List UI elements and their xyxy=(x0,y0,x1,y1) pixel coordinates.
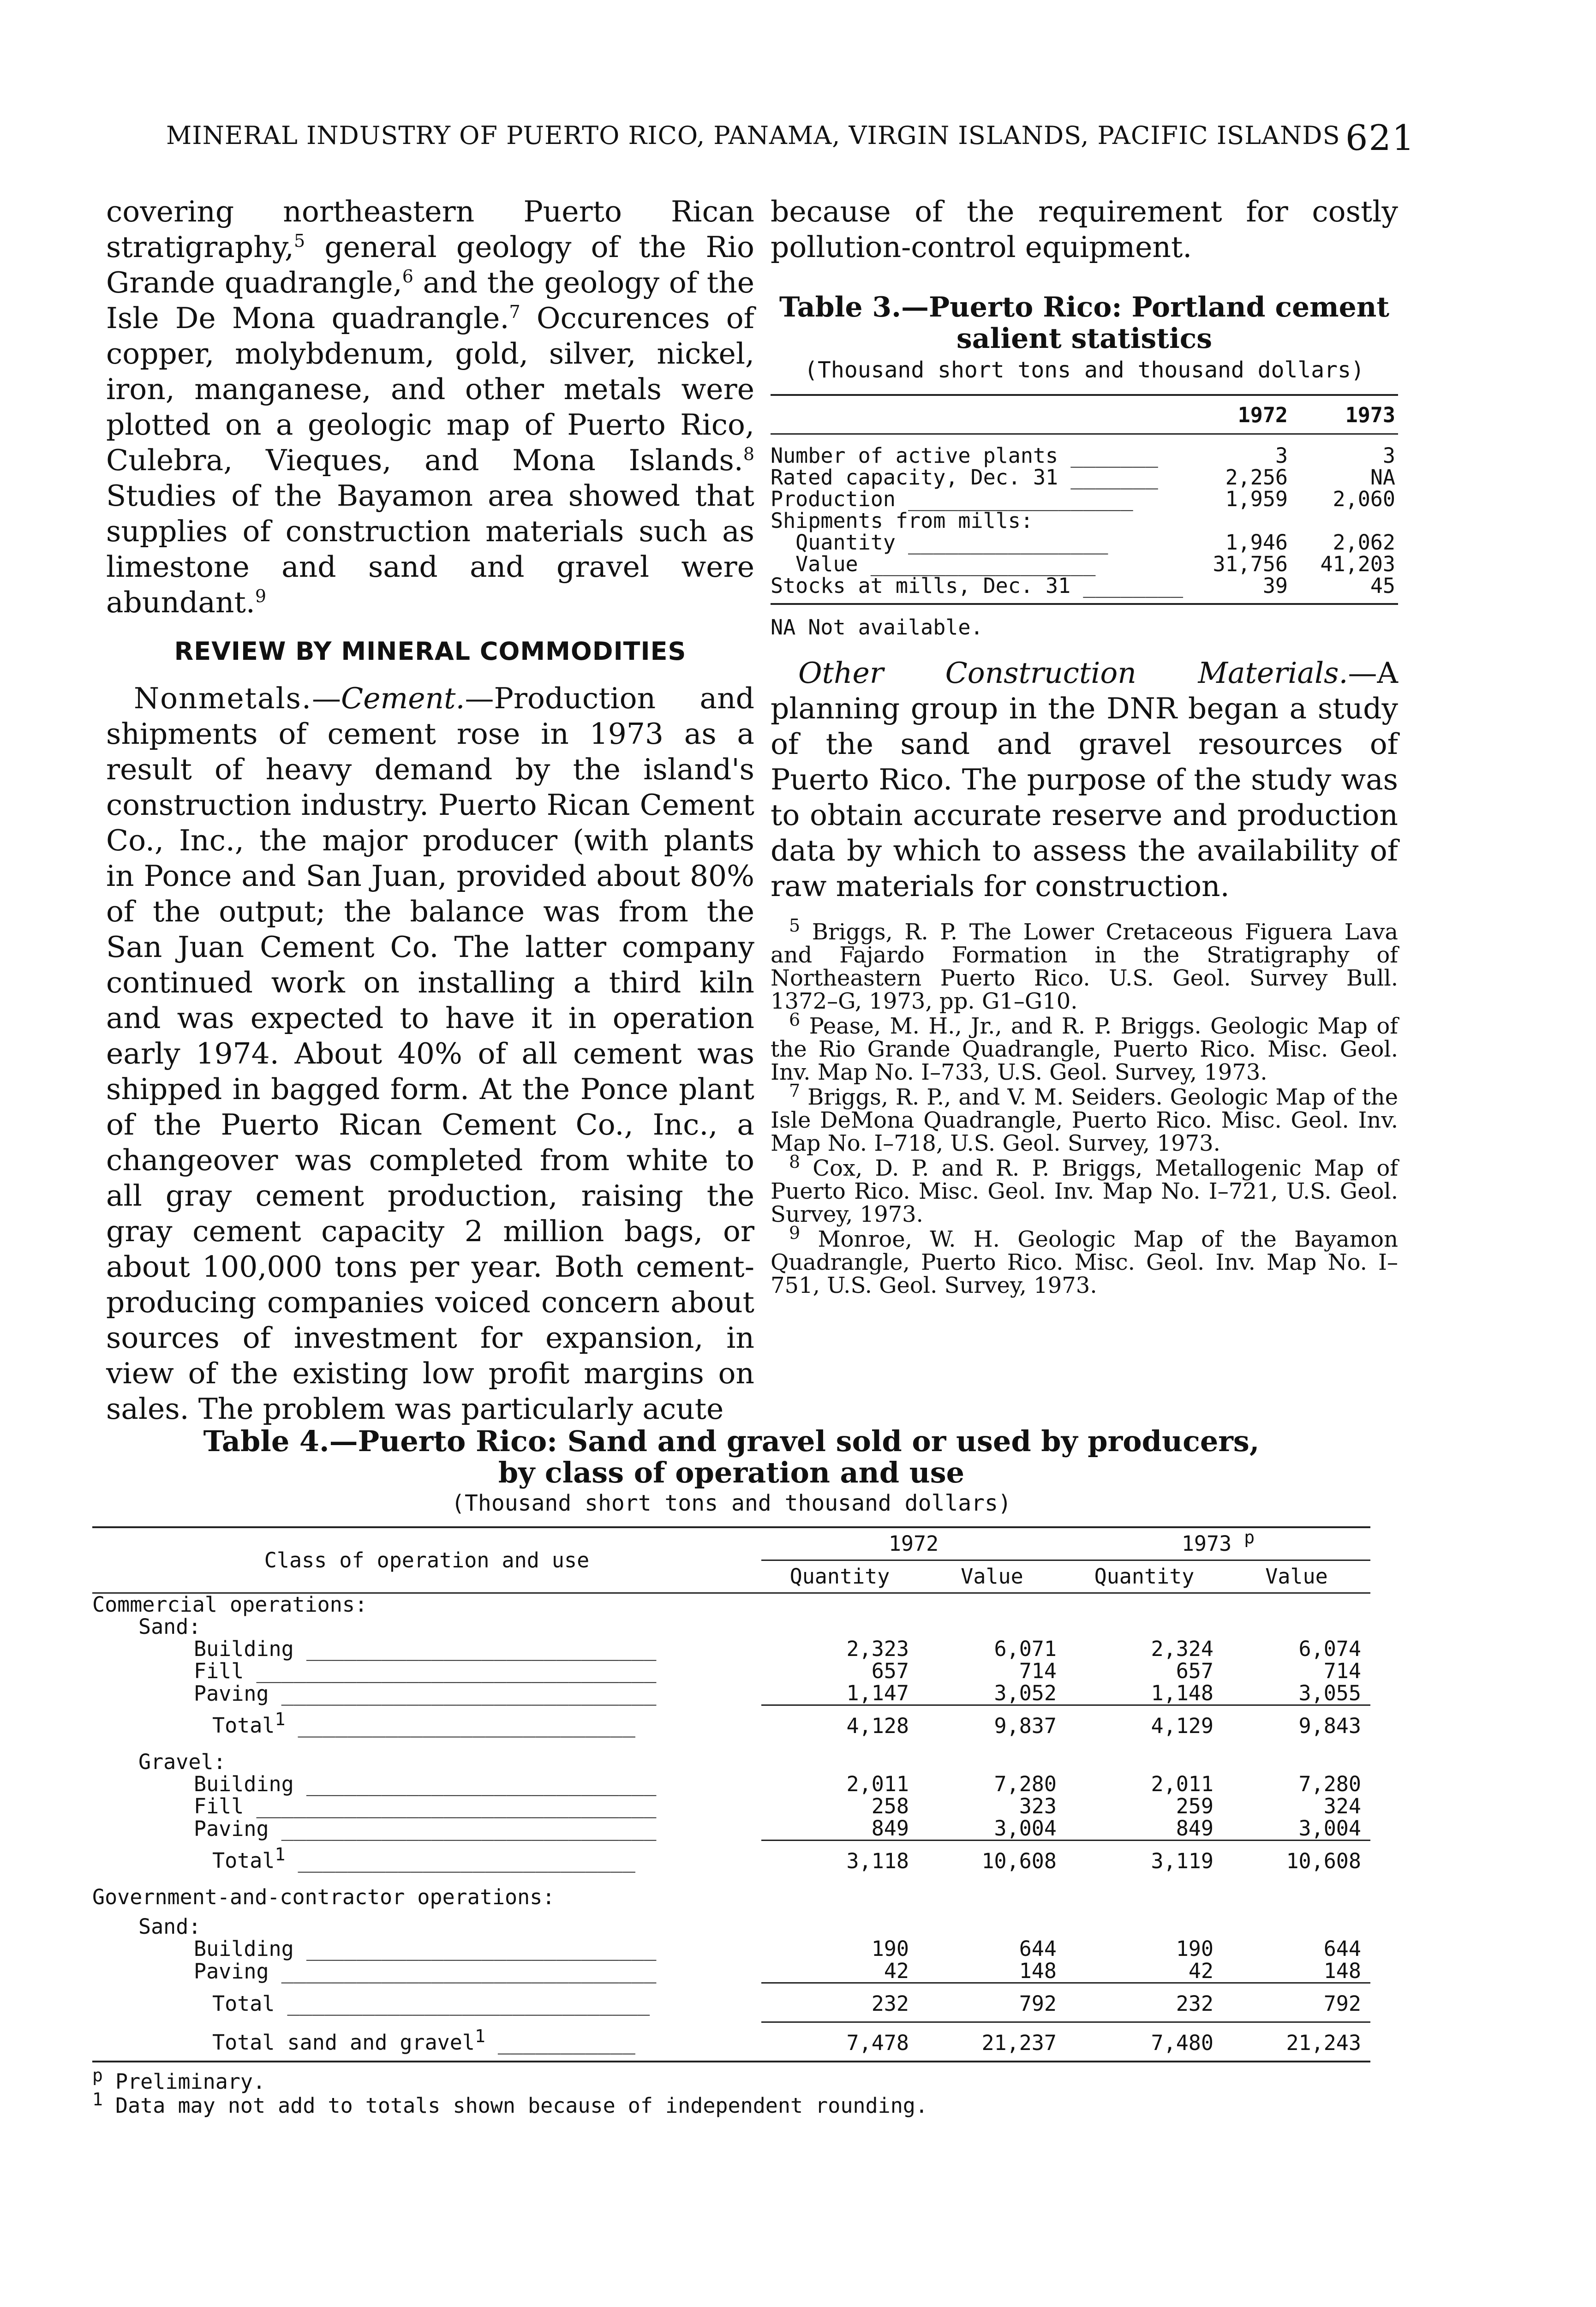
row-label: Quantity xyxy=(771,530,896,555)
value-v73: 324 xyxy=(1323,1794,1361,1818)
text-run: —A planning group in the DNR began a study of the sand and gravel resources of Puerto Rico. The purpose of the study was to obtain accurate reserve and production data by which to assess the availability of raw materials for construction. xyxy=(771,656,1398,903)
row-label: Sand: xyxy=(138,1914,201,1939)
footnote-text: Monroe, W. H. Geologic Map of the Bayamon Quadrangle, Puerto Rico. Misc. Geol. Inv. Map No. I–751, U.S. Geol. Survey, 1973. xyxy=(771,1226,1398,1298)
leader-dots: ___________________________ xyxy=(285,1713,635,1738)
italic-subheading: Cement. xyxy=(341,681,465,715)
value-1973: 3 xyxy=(1382,443,1395,468)
paragraph-other-materials xyxy=(771,655,1398,904)
row-label-cell xyxy=(92,1879,761,1908)
value-q72 xyxy=(761,1908,918,1938)
leader-dots: ________________________________ xyxy=(244,1659,657,1683)
footnote-mark: 7 xyxy=(789,1081,801,1101)
left-column xyxy=(106,194,754,1427)
note-rounding xyxy=(92,2089,1370,2118)
table-row xyxy=(92,1682,1370,1705)
row-label: Stocks at mills, Dec. 31 xyxy=(771,574,1071,598)
leader-dots: ______________________________ xyxy=(269,1816,657,1841)
note-text: Preliminary. xyxy=(102,2069,266,2094)
value-v72: 10,608 xyxy=(918,1841,1066,1879)
row-label-cell xyxy=(92,1660,761,1682)
value-q72: 3,118 xyxy=(761,1841,918,1879)
table-row xyxy=(771,553,1398,575)
footnote-mark: 6 xyxy=(789,1010,801,1030)
footnote-mark: 5 xyxy=(789,915,801,936)
value-v73: 6,074 xyxy=(1298,1637,1361,1661)
row-label-cell xyxy=(771,510,1183,532)
footnote-ref: 6 xyxy=(402,266,413,287)
table-row xyxy=(92,1773,1370,1795)
value-q73: 190 xyxy=(1176,1936,1213,1961)
footnote-mark: 9 xyxy=(789,1223,801,1243)
leader-dots: ______________________________ xyxy=(269,1681,657,1706)
text-run: covering northeastern Puerto Rican stratigraphy, xyxy=(106,195,754,264)
row-label-cell xyxy=(92,1960,761,1983)
row-label-cell xyxy=(92,1841,761,1879)
leader-dots: ___________________________ xyxy=(285,1848,635,1873)
footnote-ref: 9 xyxy=(255,586,267,606)
text-run: general geology of the Rio Grande quadrangle, xyxy=(106,230,754,299)
table-row xyxy=(92,1660,1370,1682)
leader-dots: __________________ xyxy=(895,487,1133,511)
footnote xyxy=(771,1152,1398,1227)
text-run: Studies of the Bayamon area showed that supplies of construction materials such as limestone and sand and gravel were abundant. xyxy=(106,479,754,619)
table-row xyxy=(92,1593,1370,1616)
title-line: Table 3.—Puerto Rico: Portland cement xyxy=(779,291,1390,323)
value-q73: 4,129 xyxy=(1066,1705,1223,1744)
table3 xyxy=(771,394,1398,605)
table-row xyxy=(92,1638,1370,1660)
value-v72: 3,004 xyxy=(994,1816,1057,1841)
row-label-cell xyxy=(771,532,1183,553)
table-row xyxy=(92,1879,1370,1908)
leader-dots: _____________________________ xyxy=(275,1991,650,2016)
value-v73 xyxy=(1223,1593,1370,1616)
value-q73: 259 xyxy=(1176,1794,1213,1818)
section-heading: REVIEW BY MINERAL COMMODITIES xyxy=(174,637,687,666)
value-q73: 2,011 xyxy=(1151,1772,1213,1796)
table-row xyxy=(771,466,1398,488)
title-line: salient statistics xyxy=(956,323,1213,355)
text-run: —Production and shipments of cement rose in 1973 as a result of heavy demand by the island's construction industry. Puerto Rican Cement Co., Inc., the major producer (with plants in Ponce and San Juan, provided about 80% of the output; the balance was from the San Juan Cement Co. The latter company continued work on installing a third kiln and was expected to have it in operation early 1974. About 40% of all cement was shipped in bagged form. At the Ponce plant of the Puerto Rican Cement Co., Inc., a changeover was completed from white to all gray cement production, raising the gray cement capacity 2 million bags, or about 100,000 tons per year. Both cement-producing companies voiced concern about sources of investment for expansion, in view of the existing low profit margins on sales. The problem was particularly acute xyxy=(106,681,754,1426)
value-v72: 148 xyxy=(1019,1959,1057,1983)
footnote-text: Cox, D. P. and R. P. Briggs, Metallogenic Map of Puerto Rico. Misc. Geol. Inv. Map No. I–721, U.S. Geol. Survey, 1973. xyxy=(771,1155,1398,1227)
footnote-mark: 1 xyxy=(474,2026,485,2047)
value-v72 xyxy=(918,1744,1066,1773)
leader-dots: ________ xyxy=(1070,574,1184,598)
table-row xyxy=(92,1841,1370,1879)
footnote-mark: 1 xyxy=(275,1844,286,1865)
value-q72: 232 xyxy=(761,1983,918,2022)
value-v73: 21,243 xyxy=(1223,2022,1370,2062)
year-label: 1973 xyxy=(1181,1531,1232,1556)
note-preliminary xyxy=(92,2065,1370,2094)
value-v72 xyxy=(918,1593,1066,1616)
value-q72: 42 xyxy=(884,1959,909,1983)
row-label-cell xyxy=(92,1773,761,1795)
value-q73 xyxy=(1066,1908,1223,1938)
leader-dots: __________________ xyxy=(858,552,1096,576)
row-label: Paving xyxy=(194,1681,269,1706)
row-label: Value xyxy=(771,552,858,576)
header-cell xyxy=(771,395,1183,434)
value-v72: 3,052 xyxy=(994,1681,1057,1705)
row-label: Building xyxy=(194,1936,294,1961)
value-1972: 39 xyxy=(1262,574,1288,598)
value-q73 xyxy=(1066,1879,1223,1908)
header-cell: Value xyxy=(1223,1560,1370,1593)
value-1972: 1,946 xyxy=(1225,530,1288,555)
value-q72: 2,011 xyxy=(846,1772,909,1796)
value-v73 xyxy=(1223,1616,1370,1638)
title-line: by class of operation and use xyxy=(498,1456,965,1489)
italic-subheading: Other Construction Materials. xyxy=(798,656,1348,690)
value-q72: 1,147 xyxy=(846,1681,909,1705)
value-1972 xyxy=(1183,510,1291,532)
table-row xyxy=(92,2022,1370,2062)
text-run: Occurences of copper, molybdenum, gold, silver, nickel, iron, manganese, and other metals were plotted on a geologic map of Puerto Rico, Culebra, Vieques, and Mona Islands. xyxy=(106,301,755,477)
table-row xyxy=(771,510,1398,532)
value-v72 xyxy=(918,1908,1066,1938)
table-row xyxy=(92,1938,1370,1960)
value-1973: 2,062 xyxy=(1333,530,1395,555)
row-label-cell xyxy=(92,1593,761,1616)
leader-dots: ______________________________ xyxy=(269,1959,657,1984)
row-label: Building xyxy=(194,1772,294,1796)
value-q73: 849 xyxy=(1176,1816,1213,1841)
footnote-text: Pease, M. H., Jr., and R. P. Briggs. Geologic Map of the Rio Grande Quadrangle, Puerto Rico. Misc. Geol. Inv. Map No. I–733, U.S. Geol. Survey, 1973. xyxy=(771,1013,1398,1085)
row-label-cell xyxy=(92,1638,761,1660)
table3-note: NA Not available. xyxy=(771,615,983,640)
row-label: Number of active plants xyxy=(771,443,1058,468)
value-v72: 7,280 xyxy=(994,1772,1057,1796)
row-label-cell xyxy=(771,466,1183,488)
leader-dots: ________________ xyxy=(895,530,1108,555)
row-label: Total xyxy=(212,1991,275,2016)
row-label: Paving xyxy=(194,1816,269,1841)
header-cell: Value xyxy=(918,1560,1066,1593)
value-q72: 2,323 xyxy=(846,1637,909,1661)
value-1973 xyxy=(1291,510,1398,532)
table-row xyxy=(92,1705,1370,1744)
paragraph-continued: because of the requirement for costly pollution-control equipment. xyxy=(771,195,1398,264)
row-label: Fill xyxy=(194,1794,244,1818)
row-label-cell xyxy=(92,2022,761,2062)
value-v72: 9,837 xyxy=(918,1705,1066,1744)
leader-dots: _______ xyxy=(1058,443,1158,468)
table-row xyxy=(92,1744,1370,1773)
row-label: Fill xyxy=(194,1659,244,1683)
value-q73: 2,324 xyxy=(1151,1637,1213,1661)
title-line: Table 4.—Puerto Rico: Sand and gravel sold or used by producers, xyxy=(203,1424,1260,1458)
row-label-cell xyxy=(92,1616,761,1638)
value-q73: 3,119 xyxy=(1066,1841,1223,1879)
note-mark: p xyxy=(92,2065,103,2086)
value-v73: 10,608 xyxy=(1223,1841,1370,1879)
value-q73: 657 xyxy=(1176,1659,1213,1683)
row-label-cell xyxy=(92,1938,761,1960)
row-label-cell xyxy=(771,488,1183,510)
value-q73 xyxy=(1066,1593,1223,1616)
value-v73: 9,843 xyxy=(1223,1705,1370,1744)
table-row xyxy=(771,488,1398,510)
row-label: Total xyxy=(212,1848,275,1873)
table4-section xyxy=(92,1426,1370,2118)
footnote xyxy=(771,915,1398,1014)
value-v72 xyxy=(918,1616,1066,1638)
row-label-cell xyxy=(92,1795,761,1817)
table-header-row xyxy=(92,1527,1370,1560)
row-label-cell xyxy=(771,553,1183,575)
row-label-cell xyxy=(771,575,1183,604)
header-cell: Quantity xyxy=(761,1560,918,1593)
value-v73: 792 xyxy=(1223,1983,1370,2022)
row-label: Paving xyxy=(194,1959,269,1984)
leader-dots: ___________ xyxy=(485,2030,635,2055)
row-label: Total sand and gravel xyxy=(212,2030,475,2055)
value-q72: 657 xyxy=(871,1659,909,1683)
value-1973: 45 xyxy=(1370,574,1395,598)
value-v72: 6,071 xyxy=(994,1637,1057,1661)
table4 xyxy=(92,1526,1370,2062)
value-v72: 792 xyxy=(918,1983,1066,2022)
table-row xyxy=(771,434,1398,467)
value-q72 xyxy=(761,1744,918,1773)
leader-dots: _______ xyxy=(1058,465,1158,490)
value-v73 xyxy=(1223,1908,1370,1938)
row-label: Commercial operations: xyxy=(92,1592,368,1617)
value-q72: 4,128 xyxy=(761,1705,918,1744)
value-1972: 3 xyxy=(1275,443,1288,468)
value-v73: 714 xyxy=(1323,1659,1361,1683)
value-v72: 714 xyxy=(1019,1659,1057,1683)
paragraph-geology-studies xyxy=(106,194,754,620)
note-text: Data may not add to totals shown because of independent rounding. xyxy=(102,2093,928,2118)
footnote-ref: 7 xyxy=(509,302,520,322)
table-header-row xyxy=(771,395,1398,434)
run-in-heading: Nonmetals. xyxy=(134,681,312,715)
header-cell: Quantity xyxy=(1066,1560,1223,1593)
header-cell: 1972 xyxy=(761,1527,1066,1560)
row-label-cell xyxy=(92,1817,761,1841)
value-v73: 3,004 xyxy=(1298,1816,1361,1841)
row-label: Total xyxy=(212,1713,275,1738)
text-run: and the geology of the Isle De Mona quadrangle. xyxy=(106,266,754,335)
value-1973: 2,060 xyxy=(1333,487,1395,511)
value-v73 xyxy=(1223,1879,1370,1908)
header-cell: 1973 xyxy=(1291,395,1398,434)
value-q72 xyxy=(761,1593,918,1616)
text-run: — xyxy=(312,681,341,715)
footnote-mark: 1 xyxy=(275,1709,286,1730)
header-cell: 1972 xyxy=(1183,395,1291,434)
header-cell: Class of operation and use xyxy=(92,1527,761,1593)
note-mark: 1 xyxy=(92,2089,103,2110)
table-row xyxy=(92,1983,1370,2022)
row-label: Sand: xyxy=(138,1614,201,1639)
value-q73: 232 xyxy=(1066,1983,1223,2022)
footnote xyxy=(771,1010,1398,1085)
value-q72: 258 xyxy=(871,1794,909,1818)
row-label-cell xyxy=(771,434,1183,467)
table-row xyxy=(92,1817,1370,1841)
value-q72: 7,478 xyxy=(761,2022,918,2062)
row-label: Building xyxy=(194,1637,294,1661)
table3-title xyxy=(771,292,1398,354)
value-v72: 644 xyxy=(1019,1936,1057,1961)
table4-title xyxy=(92,1426,1370,1488)
footnote-ref: 5 xyxy=(293,231,305,251)
footnote xyxy=(771,1081,1398,1156)
table4-subtitle: (Thousand short tons and thousand dollars) xyxy=(451,1490,1011,1516)
table-row xyxy=(771,532,1398,553)
value-v73 xyxy=(1223,1744,1370,1773)
right-column xyxy=(771,194,1398,1299)
value-q73: 1,148 xyxy=(1151,1681,1213,1705)
value-v72: 21,237 xyxy=(918,2022,1066,2062)
table3-subtitle: (Thousand short tons and thousand dollars) xyxy=(804,357,1364,383)
row-label: Production xyxy=(771,487,896,511)
row-label-cell xyxy=(92,1908,761,1938)
footnotes xyxy=(771,915,1398,1298)
value-1973: NA xyxy=(1370,465,1395,490)
row-label: Rated capacity, Dec. 31 xyxy=(771,465,1058,490)
header-cell xyxy=(1066,1527,1370,1560)
footnote-text: Briggs, R. P., and V. M. Seiders. Geologic Map of the Isle DeMona Quadrangle, Puerto Rico. Misc. Geol. Inv. Map No. I–718, U.S. Geol. Survey, 1973. xyxy=(771,1084,1398,1156)
row-label: Shipments from mills: xyxy=(771,508,1033,533)
table-row xyxy=(92,1960,1370,1983)
row-label-cell xyxy=(92,1744,761,1773)
value-q73: 7,480 xyxy=(1066,2022,1223,2062)
page-number: 621 xyxy=(1345,117,1416,158)
footnote-mark: 8 xyxy=(789,1152,801,1172)
value-1972: 2,256 xyxy=(1225,465,1288,490)
running-head: MINERAL INDUSTRY OF PUERTO RICO, PANAMA, VIRGIN ISLANDS, PACIFIC ISLANDS xyxy=(166,121,1340,150)
value-q72 xyxy=(761,1616,918,1638)
row-label-cell xyxy=(92,1682,761,1705)
value-q73 xyxy=(1066,1744,1223,1773)
value-v72 xyxy=(918,1879,1066,1908)
table-row xyxy=(92,1616,1370,1638)
value-v73: 3,055 xyxy=(1298,1681,1361,1705)
leader-dots: ____________________________ xyxy=(293,1637,657,1661)
value-v73: 148 xyxy=(1323,1959,1361,1983)
table-row xyxy=(92,1908,1370,1938)
footnote xyxy=(771,1223,1398,1298)
leader-dots: ____________________________ xyxy=(293,1772,657,1796)
value-v73: 644 xyxy=(1323,1936,1361,1961)
row-label-cell xyxy=(92,1983,761,2022)
table-row xyxy=(92,1795,1370,1817)
footnote-ref: 8 xyxy=(743,444,754,464)
value-q72: 849 xyxy=(871,1816,909,1841)
row-label-cell xyxy=(92,1705,761,1744)
value-v72: 323 xyxy=(1019,1794,1057,1818)
row-label: Government-and-contractor operations: xyxy=(92,1885,555,1909)
value-1972: 31,756 xyxy=(1213,552,1288,576)
value-q72: 190 xyxy=(871,1936,909,1961)
value-1972: 1,959 xyxy=(1225,487,1288,511)
value-1973: 41,203 xyxy=(1320,552,1395,576)
row-label: Gravel: xyxy=(138,1750,226,1774)
value-q72 xyxy=(761,1879,918,1908)
footnote-text: Briggs, R. P. The Lower Cretaceous Figuera Lava and Fajardo Formation in the Stratigraphy of Northeastern Puerto Rico. U.S. Geol. Survey Bull. 1372–G, 1973, pp. G1–G10. xyxy=(771,919,1398,1014)
table-row xyxy=(771,575,1398,604)
leader-dots: ____________________________ xyxy=(293,1936,657,1961)
value-q73 xyxy=(1066,1616,1223,1638)
leader-dots: ________________________________ xyxy=(244,1794,657,1818)
value-v73: 7,280 xyxy=(1298,1772,1361,1796)
preliminary-mark: p xyxy=(1244,1527,1255,1548)
table4-notes xyxy=(92,2065,1370,2118)
paragraph-cement xyxy=(106,681,754,1427)
value-q73: 42 xyxy=(1188,1959,1213,1983)
